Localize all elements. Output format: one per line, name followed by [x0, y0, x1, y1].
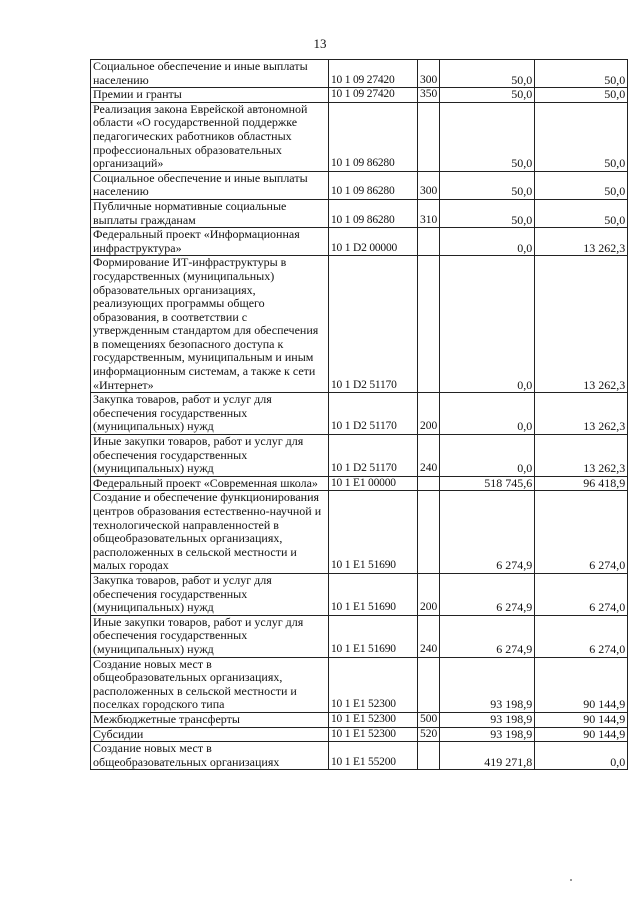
- row-amount-2-cell: 13 262,3: [535, 393, 628, 435]
- table-row: [91, 491, 628, 574]
- row-amount-2-cell: 90 144,9: [535, 712, 628, 727]
- row-amount-1-cell: 50,0: [440, 199, 535, 227]
- row-amount-1-cell: 6 274,9: [440, 573, 535, 615]
- table-row: [91, 657, 628, 712]
- row-amount-2-cell: 50,0: [535, 199, 628, 227]
- row-expense-type-cell: [418, 102, 440, 171]
- table-row: [91, 615, 628, 657]
- row-amount-1-cell: 0,0: [440, 256, 535, 393]
- table-row: [91, 199, 628, 227]
- row-amount-1-cell: 419 271,8: [440, 742, 535, 770]
- row-amount-2-cell: 96 418,9: [535, 476, 628, 491]
- row-code-cell: 10 1 E1 51690: [329, 615, 418, 657]
- row-expense-type-cell: 240: [418, 615, 440, 657]
- row-amount-2-cell: 13 262,3: [535, 256, 628, 393]
- row-name-cell: Федеральный проект «Современная школа»: [91, 476, 329, 491]
- row-amount-1-cell: 0,0: [440, 435, 535, 477]
- row-amount-1-cell: 50,0: [440, 60, 535, 88]
- row-name-cell: Премии и гранты: [91, 88, 329, 103]
- row-amount-1-cell: 6 274,9: [440, 615, 535, 657]
- row-amount-2-cell: 6 274,0: [535, 491, 628, 574]
- row-code-cell: 10 1 D2 00000: [329, 228, 418, 256]
- row-expense-type-cell: [418, 491, 440, 574]
- row-code-cell: 10 1 E1 55200: [329, 742, 418, 770]
- row-expense-type-cell: 350: [418, 88, 440, 103]
- row-amount-1-cell: 93 198,9: [440, 727, 535, 742]
- row-code-cell: 10 1 E1 52300: [329, 727, 418, 742]
- table-row: [91, 712, 628, 727]
- row-name-cell: Создание новых мест в общеобразовательных организациях, расположенных в сельской местности и поселках городского типа: [91, 657, 329, 712]
- row-expense-type-cell: 300: [418, 60, 440, 88]
- row-amount-2-cell: 50,0: [535, 102, 628, 171]
- row-name-cell: Субсидии: [91, 727, 329, 742]
- table-row: [91, 727, 628, 742]
- table-row: [91, 742, 628, 770]
- row-expense-type-cell: [418, 476, 440, 491]
- row-amount-2-cell: 90 144,9: [535, 727, 628, 742]
- row-expense-type-cell: 300: [418, 171, 440, 199]
- row-amount-2-cell: 50,0: [535, 60, 628, 88]
- row-expense-type-cell: 200: [418, 393, 440, 435]
- row-amount-1-cell: 50,0: [440, 171, 535, 199]
- row-name-cell: Создание и обеспечение функционирования центров образования естественно-научной и технологической направленностей в общеобразовательных организациях, расположенных в сельской местности и малых городах: [91, 491, 329, 574]
- row-name-cell: Иные закупки товаров, работ и услуг для обеспечения государственных (муниципальных) нужд: [91, 435, 329, 477]
- row-amount-2-cell: 6 274,0: [535, 573, 628, 615]
- row-code-cell: 10 1 E1 00000: [329, 476, 418, 491]
- table-row: [91, 573, 628, 615]
- scan-speck: [570, 879, 572, 881]
- row-name-cell: Федеральный проект «Информационная инфраструктура»: [91, 228, 329, 256]
- row-amount-1-cell: 6 274,9: [440, 491, 535, 574]
- row-code-cell: 10 1 E1 52300: [329, 657, 418, 712]
- row-expense-type-cell: [418, 657, 440, 712]
- row-amount-2-cell: 13 262,3: [535, 435, 628, 477]
- table-row: [91, 435, 628, 477]
- row-amount-2-cell: 0,0: [535, 742, 628, 770]
- row-name-cell: Межбюджетные трансферты: [91, 712, 329, 727]
- row-amount-1-cell: 0,0: [440, 228, 535, 256]
- row-code-cell: 10 1 D2 51170: [329, 393, 418, 435]
- row-amount-2-cell: 13 262,3: [535, 228, 628, 256]
- row-amount-1-cell: 93 198,9: [440, 657, 535, 712]
- row-expense-type-cell: [418, 228, 440, 256]
- row-code-cell: 10 1 09 86280: [329, 171, 418, 199]
- row-name-cell: Закупка товаров, работ и услуг для обеспечения государственных (муниципальных) нужд: [91, 393, 329, 435]
- row-expense-type-cell: [418, 256, 440, 393]
- row-code-cell: 10 1 D2 51170: [329, 435, 418, 477]
- row-expense-type-cell: [418, 742, 440, 770]
- row-expense-type-cell: 200: [418, 573, 440, 615]
- table-row: [91, 171, 628, 199]
- row-name-cell: Реализация закона Еврейской автономной области «О государственной поддержке педагогических работников областных профессиональных образовательных организаций»: [91, 102, 329, 171]
- table-row: [91, 228, 628, 256]
- row-code-cell: 10 1 09 27420: [329, 88, 418, 103]
- row-code-cell: 10 1 09 86280: [329, 102, 418, 171]
- row-code-cell: 10 1 E1 51690: [329, 491, 418, 574]
- row-name-cell: Социальное обеспечение и иные выплаты населению: [91, 60, 329, 88]
- row-code-cell: 10 1 09 27420: [329, 60, 418, 88]
- table-row: [91, 88, 628, 103]
- row-amount-1-cell: 50,0: [440, 102, 535, 171]
- budget-table: [90, 59, 628, 770]
- row-name-cell: Формирование ИТ-инфраструктуры в государственных (муниципальных) образовательных организациях, реализующих программы общего образования, в соответствии с утвержденным стандартом для обеспечения в помещениях безопасного доступа к государственным, муниципальным и иным информационным системам, а также к сети «Интернет»: [91, 256, 329, 393]
- row-amount-2-cell: 6 274,0: [535, 615, 628, 657]
- row-expense-type-cell: 310: [418, 199, 440, 227]
- page-number: 13: [313, 36, 327, 51]
- row-amount-1-cell: 518 745,6: [440, 476, 535, 491]
- row-amount-1-cell: 93 198,9: [440, 712, 535, 727]
- table-row: [91, 60, 628, 88]
- row-name-cell: Создание новых мест в общеобразовательных организациях: [91, 742, 329, 770]
- row-code-cell: 10 1 09 86280: [329, 199, 418, 227]
- row-code-cell: 10 1 D2 51170: [329, 256, 418, 393]
- row-amount-1-cell: 50,0: [440, 88, 535, 103]
- row-amount-2-cell: 90 144,9: [535, 657, 628, 712]
- row-code-cell: 10 1 E1 52300: [329, 712, 418, 727]
- table-row: [91, 393, 628, 435]
- row-amount-2-cell: 50,0: [535, 171, 628, 199]
- row-code-cell: 10 1 E1 51690: [329, 573, 418, 615]
- row-expense-type-cell: 500: [418, 712, 440, 727]
- table-row: [91, 476, 628, 491]
- row-expense-type-cell: 240: [418, 435, 440, 477]
- row-amount-1-cell: 0,0: [440, 393, 535, 435]
- row-name-cell: Публичные нормативные социальные выплаты гражданам: [91, 199, 329, 227]
- row-name-cell: Социальное обеспечение и иные выплаты населению: [91, 171, 329, 199]
- row-expense-type-cell: 520: [418, 727, 440, 742]
- row-name-cell: Закупка товаров, работ и услуг для обеспечения государственных (муниципальных) нужд: [91, 573, 329, 615]
- table-row: [91, 256, 628, 393]
- budget-table-body: [91, 60, 628, 770]
- row-amount-2-cell: 50,0: [535, 88, 628, 103]
- table-row: [91, 102, 628, 171]
- row-name-cell: Иные закупки товаров, работ и услуг для обеспечения государственных (муниципальных) нужд: [91, 615, 329, 657]
